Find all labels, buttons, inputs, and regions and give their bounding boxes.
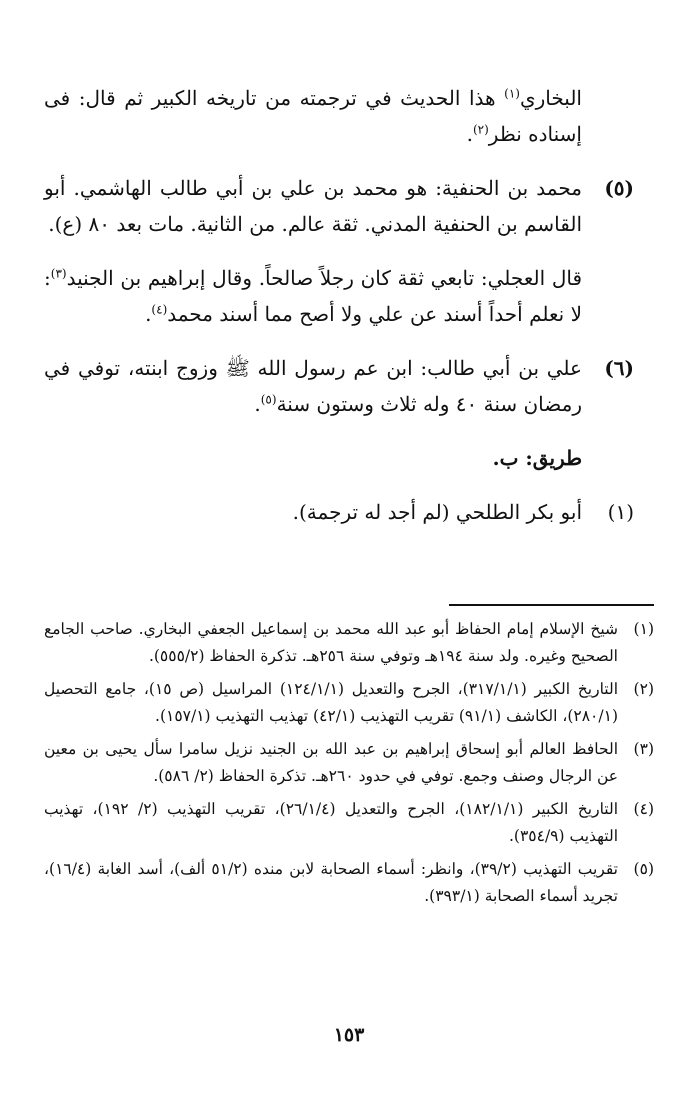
- footnote-text: الحافظ العالم أبو إسحاق إبراهيم بن عبد الله بن الجنيد نزيل سامرا سأل يحيى بن معين عن الرجال وصنف وجمع. توفي في حدود ٢٦٠هـ. تذكرة الحفاظ (٢/ ٥٨٦).: [44, 740, 618, 785]
- entry-text: أبو بكر الطلحي (لم أجد له ترجمة).: [292, 500, 582, 524]
- entry-5: [44, 170, 634, 242]
- paragraph-text: : لا نعلم أحداً أسند عن علي ولا أصح مما أسند محمد: [44, 266, 582, 326]
- footnote-text: شيخ الإسلام إمام الحفاظ أبو عبد الله محمد بن إسماعيل الجعفي البخاري. صاحب الجامع الصحيح وغيره. ولد سنة ١٩٤هـ وتوفي سنة ٢٥٦هـ. تذكرة الحفاظ (٥٥٥/٢).: [44, 620, 618, 665]
- footnote-number: (١): [633, 620, 654, 638]
- footnote-5: [44, 856, 654, 910]
- footnote-4: [44, 796, 654, 850]
- entry-number: (٦): [604, 356, 634, 380]
- footnote-number: (٢): [633, 680, 654, 698]
- entry-b1: [44, 494, 634, 530]
- footnote-ref: (١): [504, 86, 520, 101]
- footnote-text: التاريخ الكبير (١٨٢/١/١)، الجرح والتعديل (٢٦/١/٤)، تقريب التهذيب (٢/ ١٩٢)، تهذيب التهذيب (٣٥٤/٩).: [44, 800, 619, 845]
- tariq-heading: طريق: ب.: [492, 446, 582, 470]
- footnote-divider: [449, 604, 654, 606]
- main-text: [44, 80, 634, 548]
- footnote-text: تقريب التهذيب (٣٩/٢)، وانظر: أسماء الصحابة لابن منده (٥١/٢ ألف)، أسد الغابة (١٦/٤)، تجريد أسماء الصحابة (٣٩٣/١).: [44, 860, 618, 905]
- entry-text: محمد بن الحنفية: هو محمد بن علي بن أبي طالب الهاشمي. أبو القاسم بن الحنفية المدني. ثقة عالم. من الثانية. مات بعد ٨٠ (ع).: [44, 176, 582, 236]
- footnote-1: [44, 616, 654, 670]
- footnote-number: (٥): [633, 860, 654, 878]
- paragraph-text: .: [145, 302, 152, 326]
- footnote-number: (٣): [633, 740, 654, 758]
- entry-text-end: .: [254, 392, 261, 416]
- paragraph-text: البخاري: [519, 86, 582, 110]
- paragraph-ijli: [44, 260, 582, 332]
- entry-number: (٥): [604, 176, 634, 200]
- footnote-ref: (٤): [151, 302, 168, 317]
- paragraph-bukhari: [44, 80, 582, 152]
- paragraph-text: هذا الحديث في ترجمته من تاريخه الكبير ثم قال: فى إسناده نظر: [44, 86, 582, 146]
- page-number: ١٥٣: [333, 1024, 365, 1046]
- footnote-text: التاريخ الكبير (٣١٧/١/١)، الجرح والتعديل (١٢٤/١/١) المراسيل (ص ١٥)، جامع التحصيل (٢٨٠/١)، الكاشف (٩١/١) تقريب التهذيب (٤٢/١) تهذيب التهذيب (١٥٧/١).: [44, 680, 618, 725]
- entry-text: [44, 350, 582, 422]
- footnote-number: (٤): [633, 800, 654, 818]
- entry-number: (١): [607, 500, 634, 524]
- entry-text-main: علي بن أبي طالب: ابن عم رسول الله ﷺ وزوج ابنته، توفي في رمضان سنة ٤٠ وله ثلاث وستون سنة: [44, 356, 582, 416]
- entry-6: [44, 350, 634, 422]
- footnotes: [44, 616, 654, 916]
- footnote-2: [44, 676, 654, 730]
- paragraph-text: قال العجلي: تابعي ثقة كان رجلاً صالحاً. وقال إبراهيم بن الجنيد: [66, 266, 582, 290]
- footnote-ref: (٥): [260, 392, 277, 407]
- paragraph-text: .: [466, 122, 473, 146]
- footnote-ref: (٢): [472, 122, 489, 137]
- footnote-ref: (٣): [50, 266, 67, 281]
- footnote-3: [44, 736, 654, 790]
